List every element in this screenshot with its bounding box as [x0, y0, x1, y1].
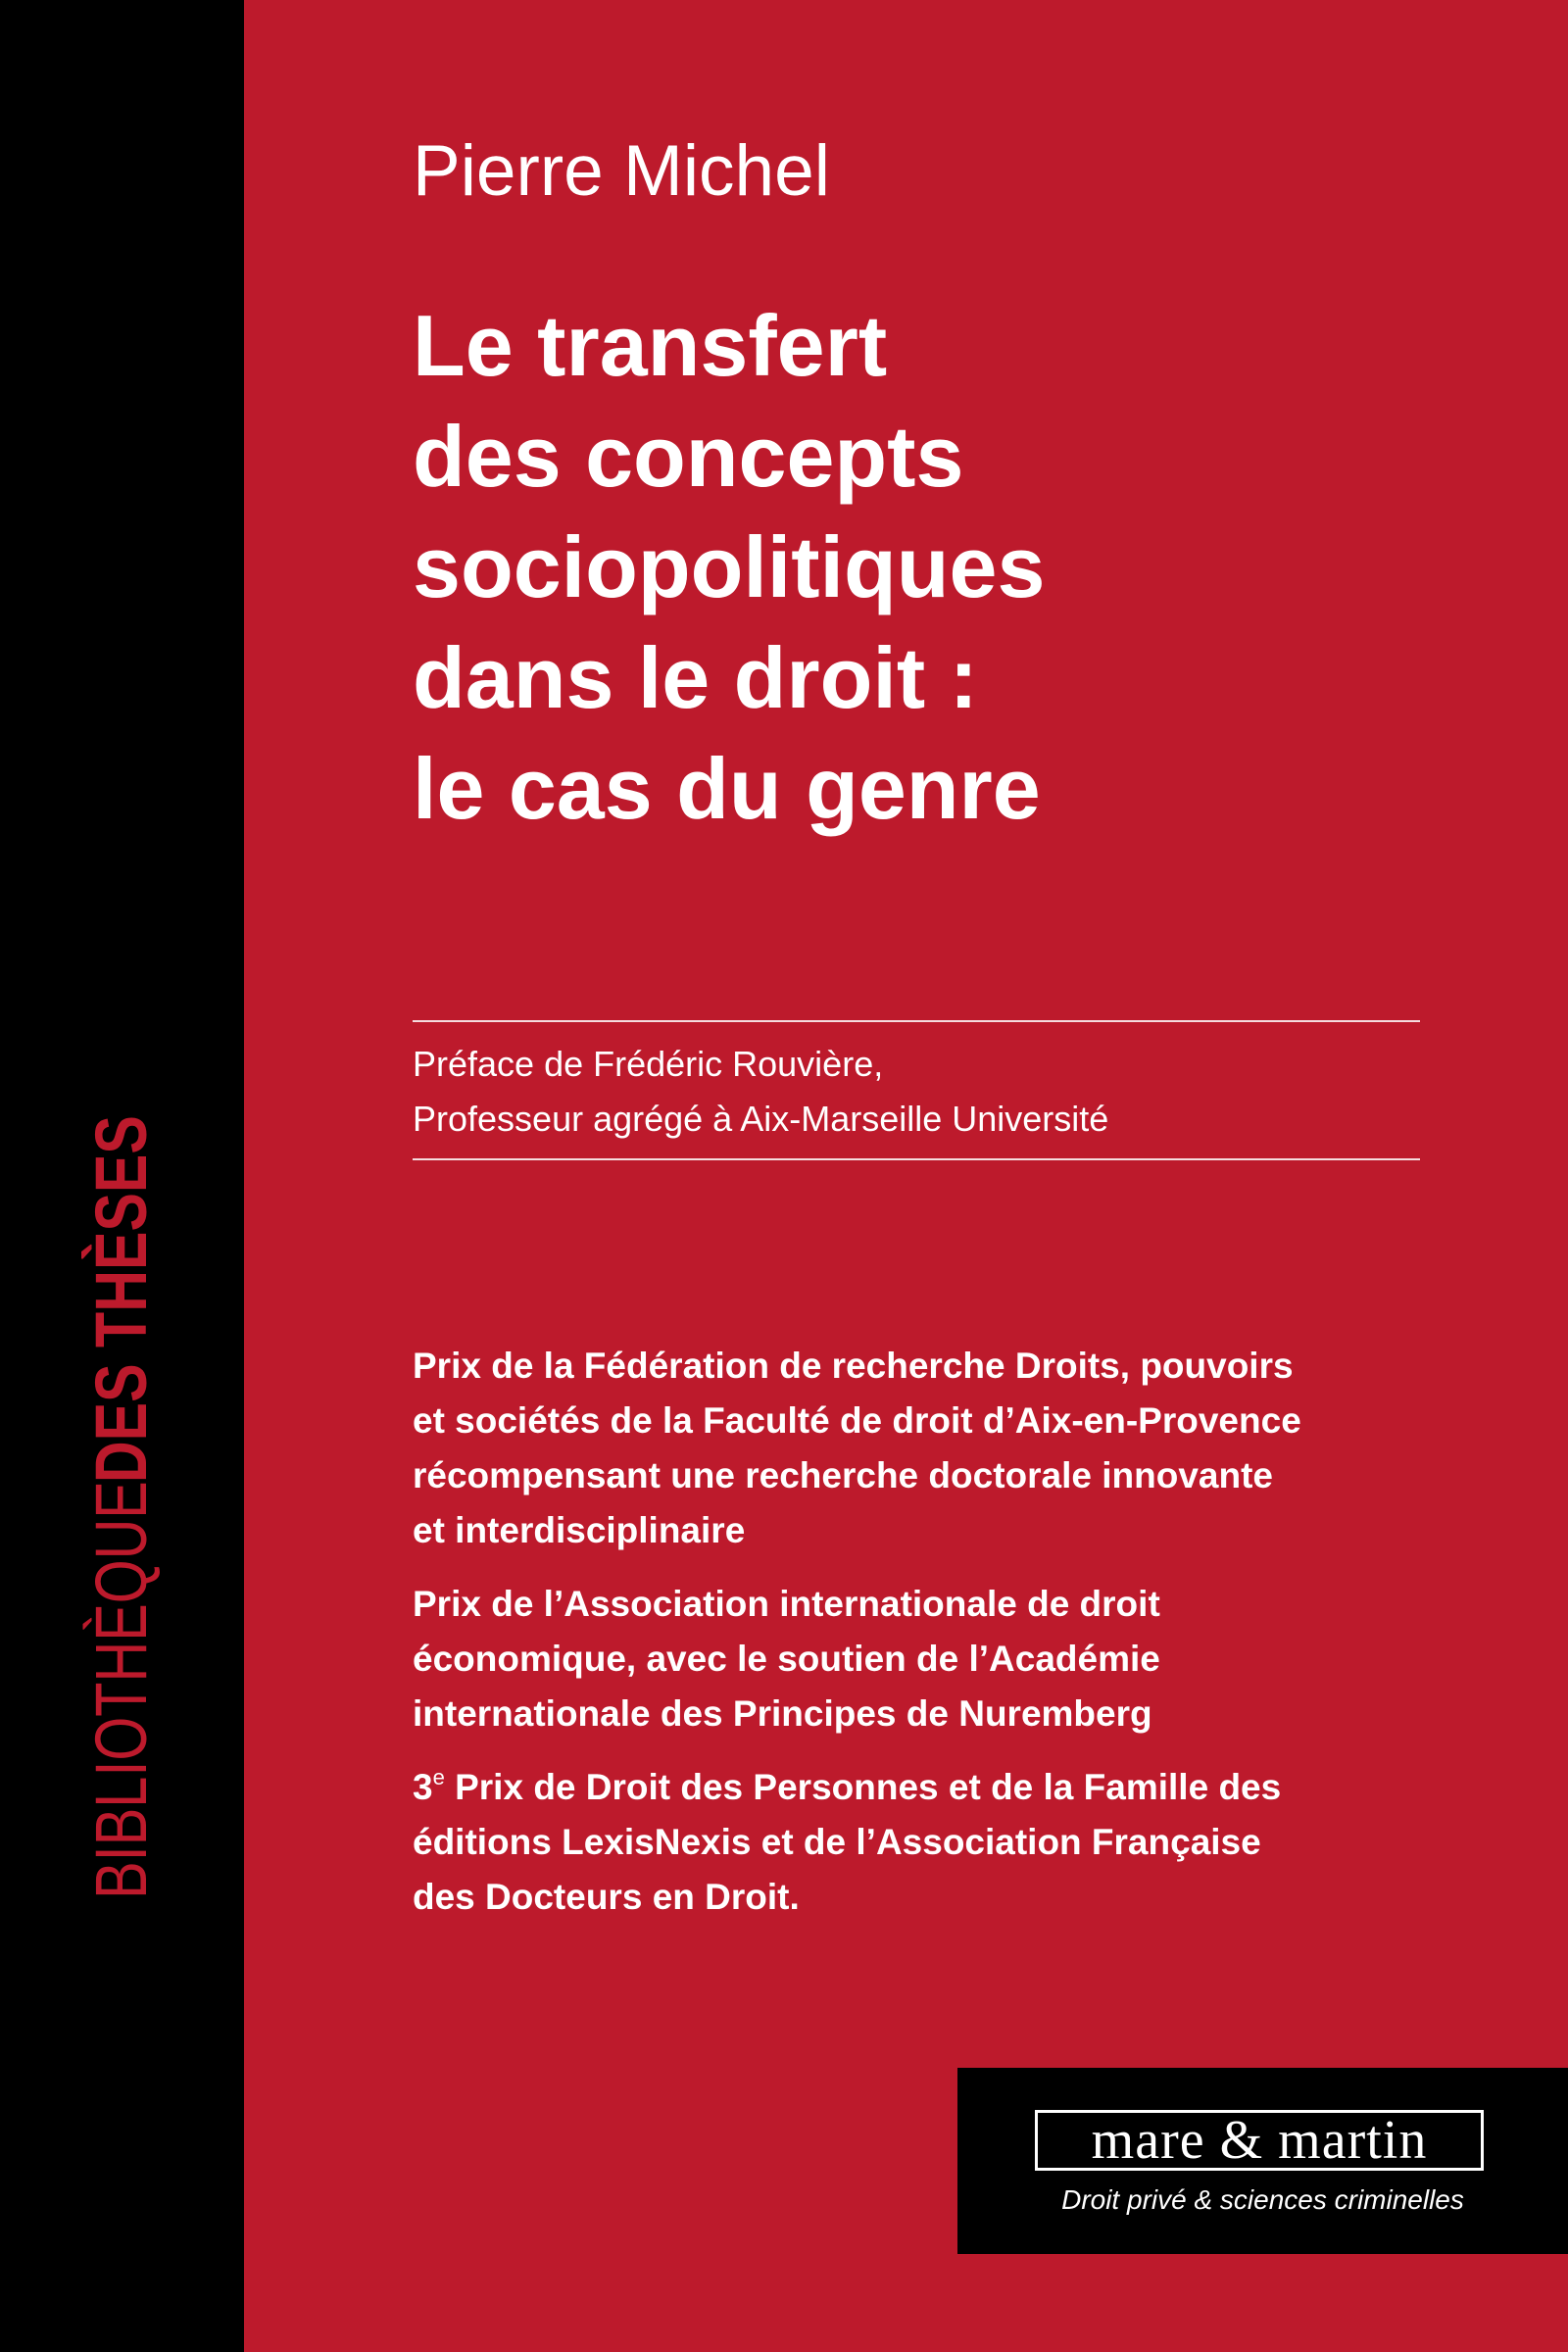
prize-line-rest: Prix de Droit des Personnes et de la Famille des [444, 1767, 1282, 1807]
prize-item [413, 1760, 1451, 1925]
preface-divider-bottom [413, 1158, 1420, 1160]
prize-line: des Docteurs en Droit. [413, 1877, 800, 1917]
publisher-collection: Droit privé & sciences criminelles [1061, 2184, 1464, 2215]
title-line: Le transfert [413, 297, 888, 394]
preface-line: Professeur agrégé à Aix-Marseille Université [413, 1099, 1109, 1139]
book-title [413, 290, 1442, 844]
prize-ordinal-suffix: e [432, 1765, 445, 1789]
publisher-logo [1035, 2110, 1484, 2171]
prize-line: éditions LexisNexis et de l’Association Française [413, 1822, 1261, 1862]
publisher-name: mare & martin [1091, 2110, 1428, 2171]
prize-item [413, 1577, 1451, 1741]
preface-line: Préface de Frédéric Rouvière, [413, 1044, 884, 1084]
prize-list [413, 1339, 1451, 1943]
prize-line [413, 1760, 1451, 1815]
preface-divider-top [413, 1020, 1420, 1022]
prize-line: internationale des Principes de Nuremberg [413, 1693, 1152, 1734]
prize-line: Prix de la Fédération de recherche Droits, pouvoirs [413, 1346, 1294, 1386]
title-line: sociopolitiques [413, 518, 1046, 615]
series-label-emphasis: DES THÈSES [80, 1114, 162, 1483]
title-line: le cas du genre [413, 740, 1041, 837]
preface-credit [413, 1037, 1108, 1147]
title-line: des concepts [413, 408, 964, 505]
title-line: dans le droit : [413, 629, 978, 726]
prize-ordinal: 3 [413, 1767, 433, 1807]
series-label-prefix: BIBLIOTHÈQUE [80, 1481, 162, 1899]
prize-line: et interdisciplinaire [413, 1510, 746, 1550]
prize-line: économique, avec le soutien de l’Académie [413, 1639, 1160, 1679]
prize-line: récompensant une recherche doctorale innovante [413, 1455, 1273, 1495]
prize-line: et sociétés de la Faculté de droit d’Aix-en-Provence [413, 1400, 1301, 1441]
author-name: Pierre Michel [413, 131, 830, 211]
prize-item [413, 1339, 1451, 1558]
prize-line: Prix de l’Association internationale de droit [413, 1584, 1160, 1624]
publisher-block [957, 2068, 1568, 2254]
